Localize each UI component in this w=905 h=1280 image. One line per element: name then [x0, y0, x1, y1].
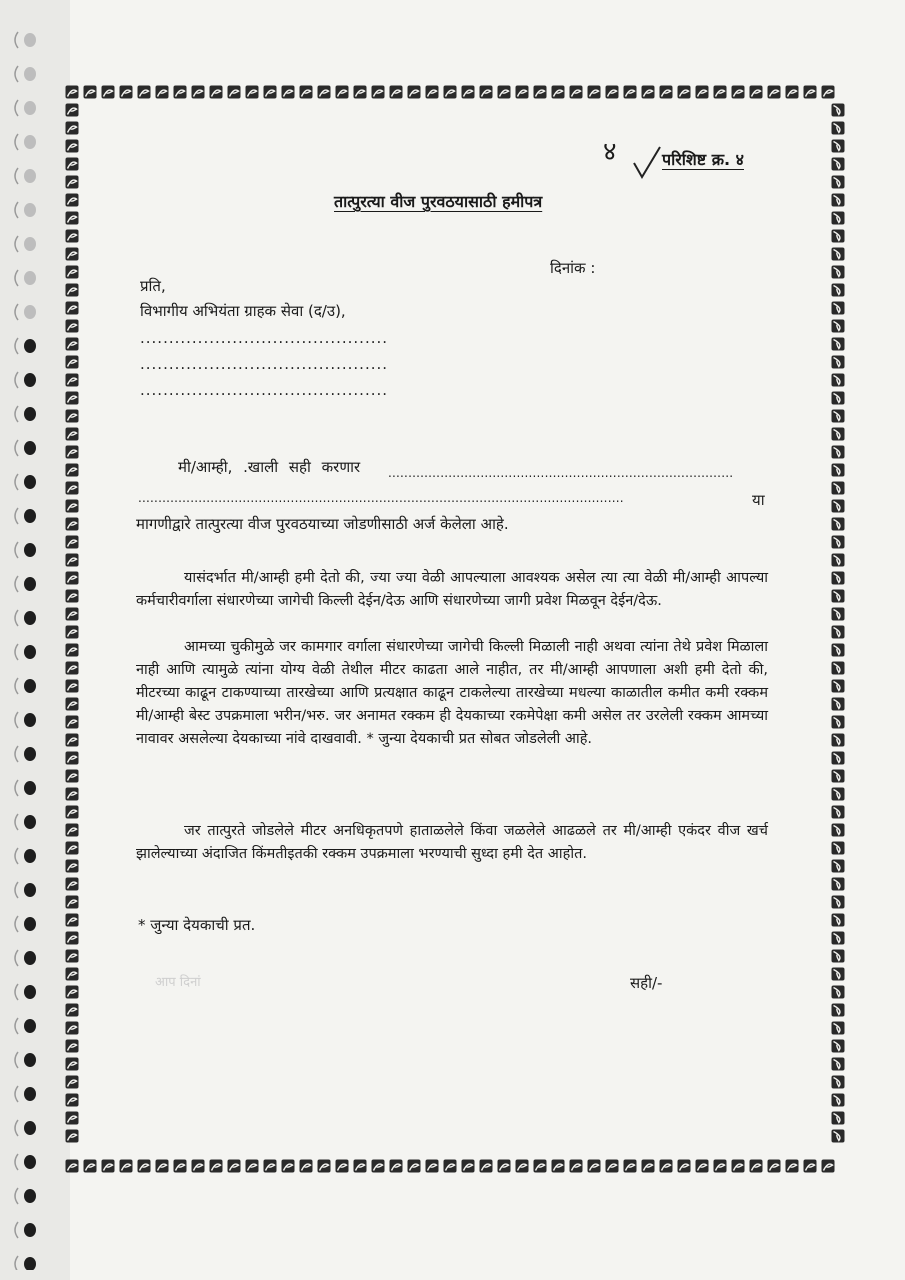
address-line-2: ........................................... [140, 355, 389, 373]
applicant-line-dots: ...................................................................................... [388, 466, 734, 480]
applicant-line3: मागणीद्वारे तात्पुरत्या वीज पुरवठयाच्या जोडणीसाठी अर्ज केलेला आहे. [136, 515, 509, 533]
applicant-line2-dots: ......................................................................................................................... [138, 491, 624, 505]
faint-text: आप दिनां [155, 975, 201, 990]
annex-label: परिशिष्ट क्र. ४ [662, 150, 744, 169]
to-label: प्रति, [140, 277, 166, 295]
paragraph-2 [136, 636, 768, 751]
paragraph-1-text: यासंदर्भात मी/आम्ही हमी देतो की, ज्या ज्या वेळी आपल्याला आवश्यक असेल त्या त्या वेळी मी/आम्ही आपल्या कर्मचारीवर्गाला संधारणेच्या जागेची किल्ली देईन/देऊ आणि संधारणेच्या जागी प्रवेश मिळवून देईन/देऊ. [136, 570, 768, 609]
applicant-line-prefix: मी/आम्ही, .खाली सही करणार [178, 458, 361, 476]
signature-label: सही/- [630, 974, 663, 992]
paragraph-2-text: आमच्या चुकीमुळे जर कामगार वर्गाला संधारणेच्या जागेची किल्ली मिळाली नाही अथवा त्यांना तेथे प्रवेश मिळाला नाही आणि त्यामुळे त्यांना योग्य वेळी तेथील मीटर काढता आले नाहीत, तर मी/आम्ही आपणाला अशी हमी देतो की, मीटरच्या काढून टाकण्याच्या तारखेच्या आणि प्रत्यक्षात काढून टाकलेल्या तारखेच्या मधल्या काळातील कमीत कमी रक्कम मी/आम्ही बेस्ट उपक्रमाला भरीन/भरु. जर अनामत रक्कम ही देयकाच्या रकमेपेक्षा कमी असेल तर उरलेली रक्कम आमच्या नावावर असलेल्या देयकाच्या नांवे दाखवावी. * जुन्या देयकाची प्रत सोबत जोडलेली आहे. [136, 639, 768, 747]
paragraph-3-text: जर तात्पुरते जोडलेले मीटर अनधिकृतपणे हाताळलेले किंवा जळलेले आढळले तर मी/आम्ही एकंदर वीज खर्च झालेल्याच्या अंदाजित किंमतीइतकी रक्कम उपक्रमाला भरण्याची सुध्दा हमी देत आहोत. [136, 823, 768, 862]
date-label: दिनांक : [550, 259, 596, 277]
address-line-3: ........................................... [140, 381, 389, 399]
footnote: * जुन्या देयकाची प्रत. [138, 916, 256, 934]
applicant-line2-suffix: या [752, 491, 765, 509]
address-line-1: ........................................... [140, 329, 389, 347]
recipient: विभागीय अभियंता ग्राहक सेवा (द/उ), [140, 302, 346, 320]
page-title: तात्पुरत्या वीज पुरवठयासाठी हमीपत्र [334, 192, 543, 211]
handwritten-number: ४ [603, 137, 617, 167]
paragraph-3 [136, 820, 768, 866]
paragraph-1 [136, 567, 768, 613]
